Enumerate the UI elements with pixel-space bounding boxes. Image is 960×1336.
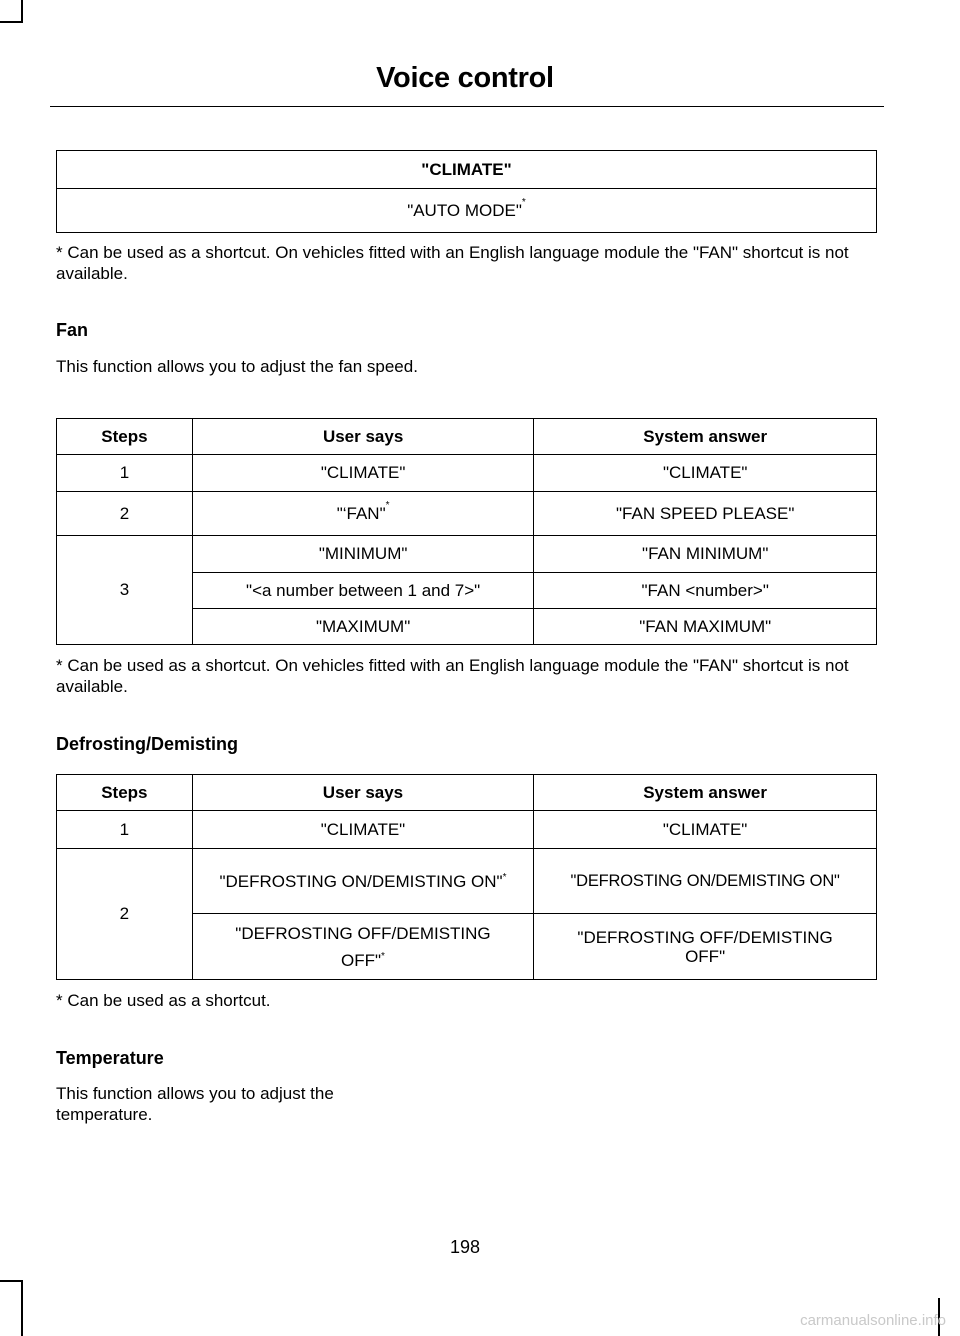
user-says-cell: "CLIMATE" (192, 455, 534, 492)
user-says-text: "‘FAN" (336, 503, 386, 523)
shortcut-mark: * (381, 950, 385, 962)
user-says-text: "DEFROSTING OFF/DEMISTING OFF" (235, 923, 491, 970)
defrost-table-section (56, 774, 877, 980)
fan-note-text: * Can be used as a shortcut. On vehicles fitted with an English language module the "FAN" shortcut is not available. (56, 656, 849, 696)
user-says-cell: "MAXIMUM" (192, 609, 534, 645)
defrost-note-text: * Can be used as a shortcut. (56, 991, 271, 1010)
user-says-cell (192, 849, 533, 914)
shortcut-mark: * (502, 871, 507, 883)
step-cell: 1 (57, 811, 193, 849)
step-cell: 1 (57, 455, 193, 492)
table-row (57, 455, 877, 492)
shortcut-mark: * (385, 499, 390, 511)
step-cell: 3 (57, 536, 193, 645)
temperature-description: This function allows you to adjust the temperature. (56, 1084, 334, 1124)
fan-note (56, 655, 877, 697)
fan-heading-block (56, 320, 877, 341)
user-says-cell (192, 914, 533, 980)
temperature-description-block (56, 1083, 426, 1125)
crop-mark-bottom-left (0, 1280, 23, 1282)
system-answer-cell: "FAN MAXIMUM" (534, 609, 877, 645)
fan-description: This function allows you to adjust the fan speed. (56, 357, 418, 376)
defrost-note (56, 990, 877, 1011)
defrost-col-system-answer: System answer (534, 775, 877, 811)
table-row (57, 536, 877, 573)
fan-col-system-answer: System answer (534, 419, 877, 455)
defrost-heading: Defrosting/Demisting (56, 734, 239, 754)
fan-col-steps: Steps (57, 419, 193, 455)
system-answer-cell: "DEFROSTING OFF/DEMISTING OFF" (534, 914, 877, 980)
shortcut-note (56, 242, 877, 284)
climate-table-header: "CLIMATE" (57, 151, 877, 189)
crop-mark-bottom-left (21, 1280, 23, 1336)
watermark: carmanualsonline.info (800, 1312, 946, 1329)
fan-heading: Fan (56, 320, 89, 340)
defrost-table (56, 774, 877, 980)
step-cell: 2 (57, 492, 193, 536)
system-answer-cell: "FAN SPEED PLEASE" (534, 492, 877, 536)
user-says-text: "DEFROSTING ON/DEMISTING ON" (219, 871, 503, 891)
table-row (57, 811, 877, 849)
crop-mark-top-left (0, 21, 23, 23)
user-says-cell: "MINIMUM" (192, 536, 534, 573)
system-answer-cell: "CLIMATE" (534, 811, 877, 849)
page-number: 198 (449, 1237, 481, 1257)
user-says-cell (192, 492, 534, 536)
table-row (57, 849, 877, 914)
table-row (57, 492, 877, 536)
system-answer-cell: "CLIMATE" (534, 455, 877, 492)
auto-mode-text: "AUTO MODE" (407, 200, 522, 220)
shortcut-note-text: * Can be used as a shortcut. On vehicles fitted with an English language module the "FAN" shortcut is not available. (56, 243, 849, 283)
system-answer-cell: "FAN <number>" (534, 573, 877, 609)
defrost-heading-block (56, 734, 877, 755)
page-title: Voice control (376, 62, 554, 94)
shortcut-mark: * (521, 196, 526, 208)
climate-table (56, 150, 877, 233)
user-says-cell: "CLIMATE" (192, 811, 533, 849)
temperature-heading-block (56, 1048, 877, 1069)
user-says-cell: "<a number between 1 and 7>" (192, 573, 534, 609)
temperature-heading: Temperature (56, 1048, 164, 1068)
fan-description-block (56, 356, 456, 377)
fan-table-section (56, 418, 877, 645)
fan-col-user-says: User says (192, 419, 534, 455)
header-divider (50, 106, 884, 107)
fan-table (56, 418, 877, 645)
system-answer-cell: "FAN MINIMUM" (534, 536, 877, 573)
climate-table-section (56, 150, 877, 233)
defrost-col-steps: Steps (57, 775, 193, 811)
defrost-col-user-says: User says (192, 775, 533, 811)
crop-mark-top-left (21, 0, 23, 23)
system-answer-cell: "DEFROSTING ON/DEMISTING ON" (534, 849, 877, 914)
climate-table-row (57, 189, 877, 233)
step-cell: 2 (57, 849, 193, 980)
